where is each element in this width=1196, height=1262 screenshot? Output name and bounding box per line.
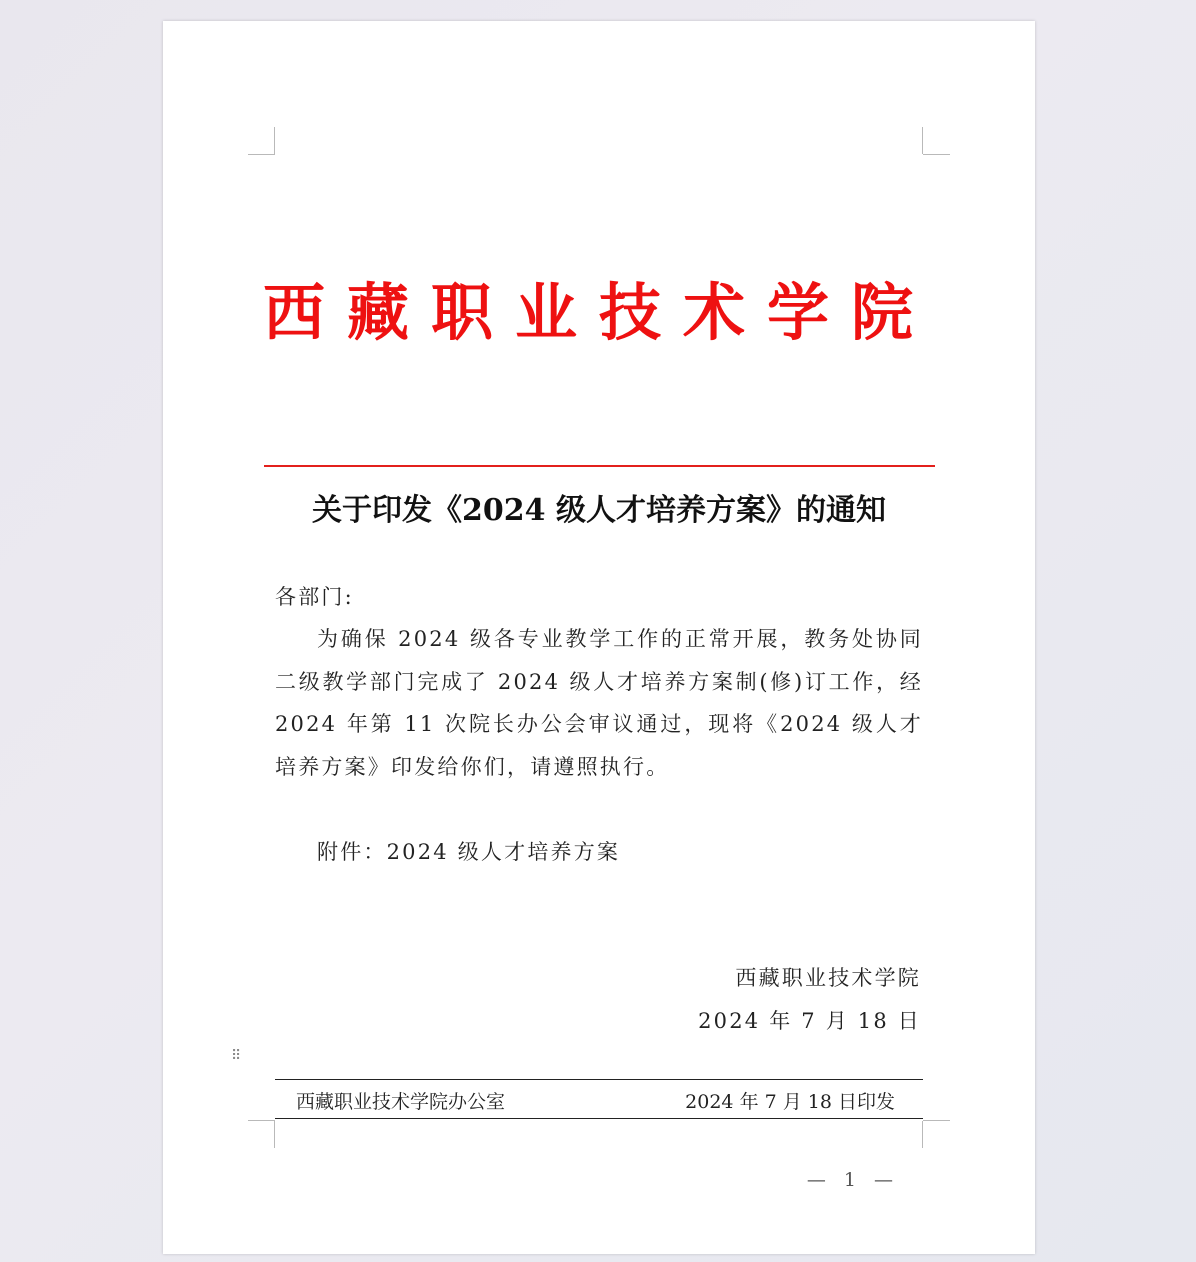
margin-mark-top-left: [248, 154, 275, 155]
organization-header[interactable]: 西藏职业技术学院: [262, 276, 935, 349]
margin-mark-bottom-right: [922, 1121, 923, 1148]
margin-mark-bottom-left: [248, 1120, 275, 1121]
issuance-footer-table[interactable]: [275, 1079, 923, 1119]
salutation[interactable]: 各部门:: [275, 585, 354, 609]
issue-date: 2024 年 7 月 18 日印发: [685, 1091, 895, 1113]
signature-organization[interactable]: 西藏职业技术学院: [735, 966, 921, 990]
document-page: [163, 21, 1035, 1254]
margin-mark-top-left: [274, 127, 275, 154]
drag-handle-icon[interactable]: ⠿: [231, 1048, 242, 1064]
margin-mark-bottom-right: [923, 1120, 950, 1121]
margin-mark-top-right: [922, 127, 923, 154]
document-title[interactable]: 关于印发《2024 级人才培养方案》的通知: [312, 493, 886, 528]
body-paragraph[interactable]: 为确保 2024 级各专业教学工作的正常开展，教务处协同二级教学部门完成了 2024 级人才培养方案制(修)订工作，经 2024 年第 11 次院长办公会审议通过，现将《2024 级人才培养方案》印发给你们，请遵照执行。: [275, 627, 923, 779]
signature-date[interactable]: 2024 年 7 月 18 日: [698, 1009, 921, 1033]
attachment-line[interactable]: 附件：2024 级人才培养方案: [317, 840, 621, 864]
issuing-office: 西藏职业技术学院办公室: [296, 1091, 506, 1113]
page-number-text: — 1 —: [806, 1169, 899, 1191]
margin-mark-bottom-left: [274, 1121, 275, 1148]
red-header-rule: [264, 465, 935, 467]
page-number: [163, 1169, 1035, 1191]
margin-mark-top-right: [923, 154, 950, 155]
